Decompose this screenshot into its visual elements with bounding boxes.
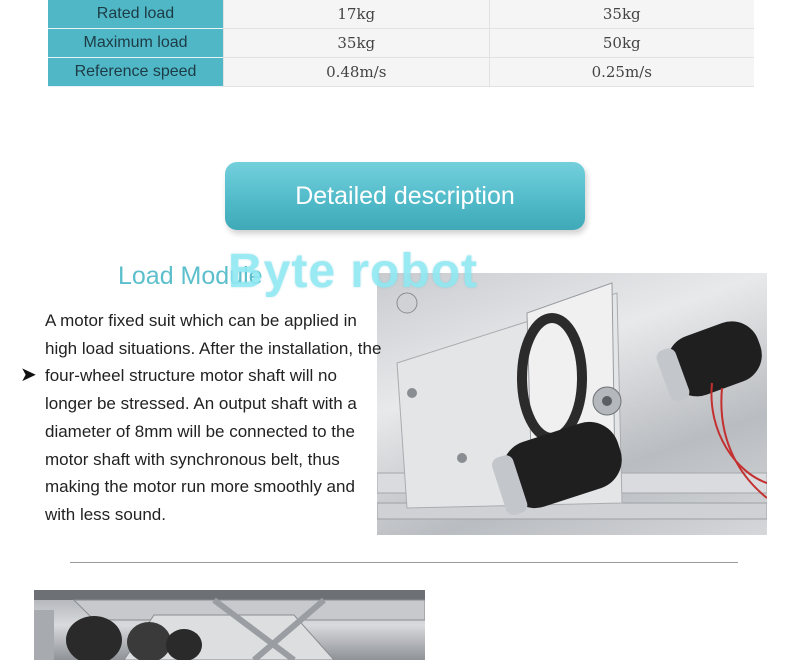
spec-value: 0.25m/s (489, 58, 755, 87)
description-text: A motor fixed suit which can be applied in high load situations. After the installation, the four-wheel structure motor shaft will no longer be stressed. An output shaft with a diameter of 8mm will be connected to the motor shaft with synchronous belt, thus making the motor run more smoothly and with less sound. (45, 311, 382, 524)
section-title: Load Module (118, 262, 263, 290)
arrow-right-icon: ➤ (20, 364, 37, 386)
section-banner (225, 162, 585, 230)
watermark-text: Byte robot (228, 245, 478, 298)
spec-value: 35kg (489, 0, 755, 29)
table-row (48, 58, 754, 87)
spec-value: 50kg (489, 29, 755, 58)
chassis-photo (34, 590, 425, 660)
spec-value: 17kg (223, 0, 489, 29)
product-illustration (377, 273, 767, 535)
load-module-photo (377, 273, 767, 535)
spec-value: 0.48m/s (223, 58, 489, 87)
spec-label: Maximum load (48, 29, 223, 58)
spec-value: 35kg (223, 29, 489, 58)
spec-label: Reference speed (48, 58, 223, 87)
banner-title: Detailed description (295, 181, 515, 210)
table-row (48, 0, 754, 29)
chassis-illustration (34, 590, 425, 660)
table-row (48, 29, 754, 58)
spec-label: Rated load (48, 0, 223, 29)
divider (70, 562, 738, 563)
spec-table (48, 0, 754, 87)
